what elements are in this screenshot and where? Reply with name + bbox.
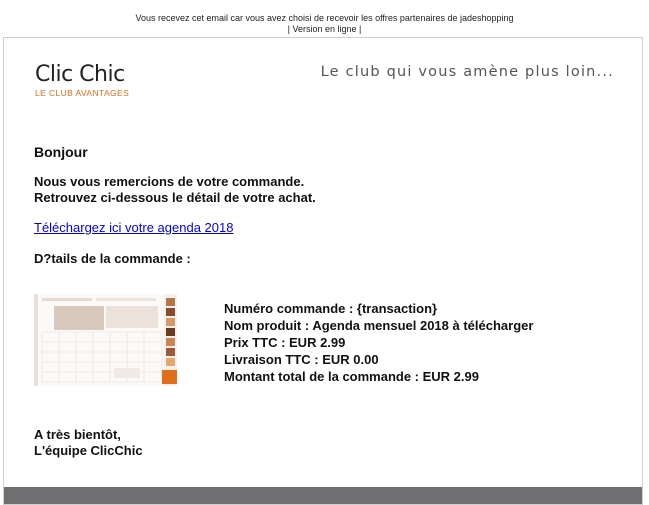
footer-bar xyxy=(4,487,642,504)
email-notice xyxy=(0,13,649,35)
agenda-product-image xyxy=(34,294,177,386)
notice-text: Vous recevez cet email car vous avez choisi de recevoir les offres partenaires de jadeshopping xyxy=(135,13,514,23)
order-details-heading: D?tails de la commande : xyxy=(34,251,191,266)
order-summary xyxy=(224,300,533,385)
thanks-line-2: Retrouvez ci-dessous le détail de votre achat. xyxy=(34,190,316,205)
signoff-line-2: L'équipe ClicChic xyxy=(34,443,143,458)
signoff-line-1: A très bientôt, xyxy=(34,427,121,442)
order-delivery: Livraison TTC : EUR 0.00 xyxy=(224,352,379,367)
email-container xyxy=(3,37,643,505)
greeting: Bonjour xyxy=(34,144,88,160)
download-agenda-link[interactable]: Téléchargez ici votre agenda 2018 xyxy=(34,220,234,235)
email-signoff xyxy=(34,427,143,459)
clicchic-logo[interactable] xyxy=(35,62,129,98)
agenda-calendar-image xyxy=(34,294,177,386)
header-tagline: Le club qui vous amène plus loin... xyxy=(320,64,614,80)
order-total: Montant total de la commande : EUR 2.99 xyxy=(224,369,479,384)
thanks-line-1: Nous vous remercions de votre commande. xyxy=(34,174,305,189)
order-price: Prix TTC : EUR 2.99 xyxy=(224,335,346,350)
logo-subtitle: LE CLUB AVANTAGES xyxy=(35,88,130,98)
online-version-link[interactable]: | Version en ligne | xyxy=(287,24,362,34)
thanks-message xyxy=(34,174,316,206)
order-number: Numéro commande : {transaction} xyxy=(224,301,438,316)
order-product: Nom produit : Agenda mensuel 2018 à télécharger xyxy=(224,318,534,333)
logo-title: Clic Chic xyxy=(35,62,125,87)
